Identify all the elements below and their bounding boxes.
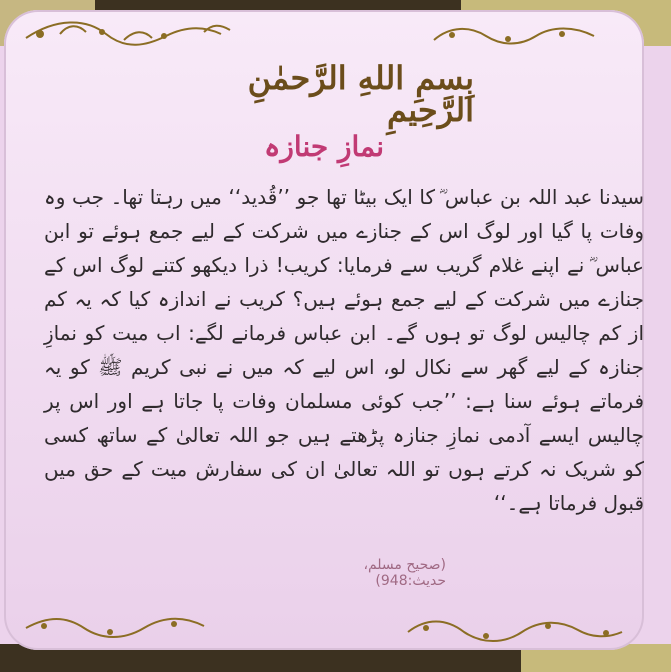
- hadith-paragraph: سیدنا عبد اللہ بن عباس ؓ کا ایک بیٹا تھا جو ’’قُدید‘‘ میں رہتا تھا۔ جب وہ وفات پا گیا اور لوگ اس کے جنازے میں شرکت کے لیے جمع ہوئے تو ابن عباس ؓ نے اپنے غلام گریب سے فرمایا: کریب! ذرا دیکھو کتنے لوگ اس کے جنازے میں شرکت کے لیے جمع ہوئے ہیں؟ کریب نے اندازہ کیا کہ یہ کم از کم چالیس لوگ تو ہوں گے۔ ابن عباس فرمانے لگے: اب میت کو نمازِ جنازہ کے لیے گھر سے نکال لو، اس لیے کہ میں نے نبی کریم ﷺ کو یہ فرماتے ہوئے سنا ہے: ’’جب کوئی مسلمان وفات پا جاتا ہے اور اس پر چالیس ایسے آدمی نمازِ جنازہ پڑھتے ہیں جو اللہ تعالیٰ کے ساتھ کسی کو شریک نہ کرتے ہوں تو اللہ تعالیٰ ان کی سفارش میت کے حق میں قبول فرماتا ہے۔‘‘: [44, 185, 644, 515]
- corner-ornament-icon: [424, 18, 634, 56]
- page-title: نمازِ جنازہ: [264, 129, 384, 163]
- hadith-text: [44, 180, 644, 600]
- content-card: [4, 10, 644, 650]
- corner-ornament-icon: [14, 614, 224, 644]
- corner-ornament-icon: [16, 16, 286, 56]
- hadith-reference: (صحیح مسلم، حدیث:948): [363, 557, 446, 589]
- corner-ornament-icon: [398, 614, 638, 648]
- bismillah-heading: بِسمِ اللهِ الرَّحمٰنِ الرَّحِيمِ: [247, 59, 474, 129]
